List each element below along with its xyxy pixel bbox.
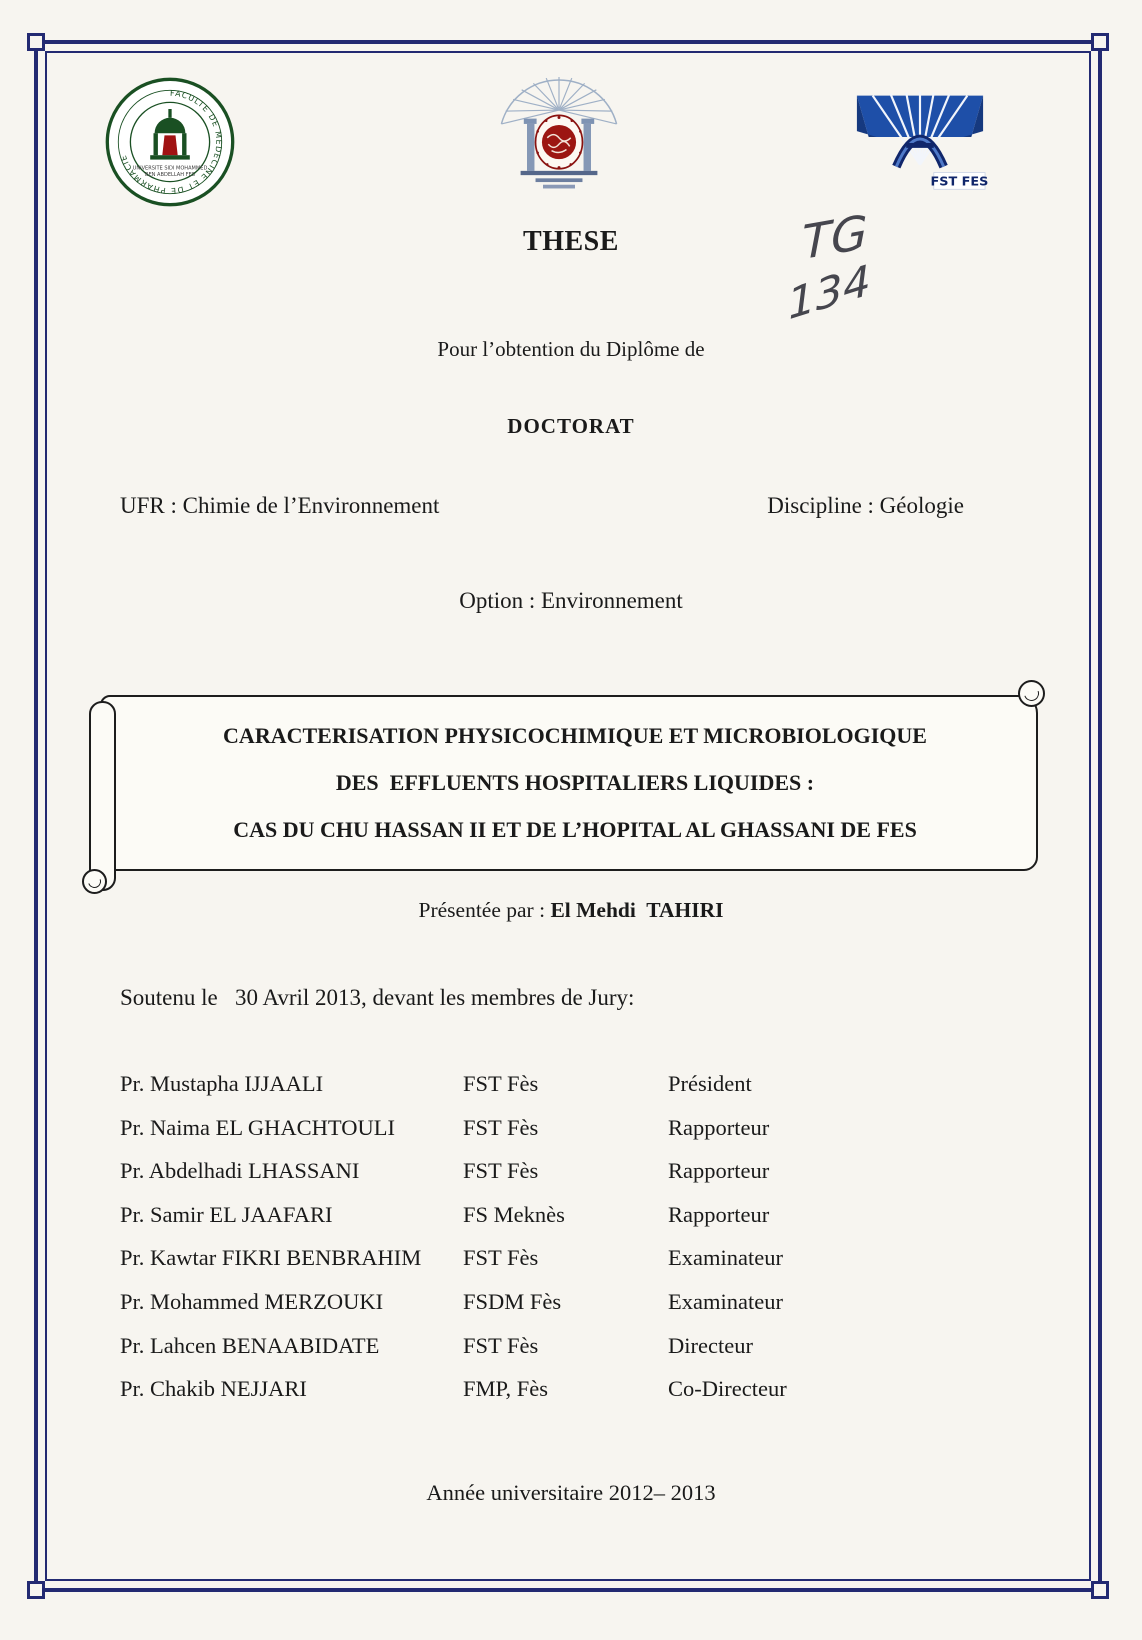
jury-member-affiliation: FST Fès: [463, 1158, 539, 1184]
handwritten-shelf-mark: [782, 202, 959, 331]
jury-member-affiliation: FST Fès: [463, 1332, 539, 1358]
jury-member-role: Président: [668, 1071, 752, 1096]
jury-member-affiliation: FST Fès: [463, 1245, 539, 1271]
academic-year-label: Année universitaire 2012– 2013: [426, 1480, 716, 1505]
seal-inner-text-1: UNIVERSITE SIDI MOHAMMED: [132, 165, 208, 172]
handwritten-line-1: TG: [802, 204, 868, 272]
jury-member-role: Examinateur: [668, 1245, 783, 1271]
thesis-title-line-2: DES EFFLUENTS HOSPITALIERS LIQUIDES :: [335, 770, 815, 795]
jury-member-affiliation: FSDM Fès: [463, 1288, 562, 1314]
jury-member-name: Pr. Kawtar FIKRI BENBRAHIM: [120, 1245, 422, 1271]
defense-date-line: Soutenu le 30 Avril 2013, devant les membres de Jury:: [120, 985, 635, 1010]
jury-member-role: Rapporteur: [668, 1201, 770, 1227]
option-label: Option : Environnement: [459, 588, 683, 613]
jury-member-role: Directeur: [668, 1332, 753, 1358]
thesis-title-line-3: CAS DU CHU HASSAN II ET DE L’HOPITAL AL GHASSANI DE FES: [233, 817, 917, 842]
emblem-medallion-icon: [542, 125, 576, 159]
presented-by-label: Présentée par :: [418, 898, 551, 922]
jury-member-affiliation: FMP, Fès: [463, 1376, 549, 1402]
jury-member-name: Pr. Mustapha IJJAALI: [120, 1071, 324, 1096]
corner-ornament: [1091, 1581, 1109, 1599]
university-emblem-logo: [495, 70, 623, 212]
jury-table: [120, 1062, 900, 1411]
thesis-title-banner: [100, 695, 1038, 871]
jury-member-affiliation: FS Meknès: [463, 1201, 565, 1227]
corner-ornament: [1091, 33, 1109, 51]
jury-member-name: Pr. Naima EL GHACHTOULI: [120, 1114, 395, 1140]
corner-ornament: [27, 1581, 45, 1599]
page-title: THESE: [523, 226, 619, 257]
corner-ornament: [27, 33, 45, 51]
scroll-roll-icon: [89, 701, 116, 891]
discipline-label: Discipline : Géologie: [767, 493, 964, 518]
ufr-label: UFR : Chimie de l’Environnement: [120, 493, 440, 518]
jury-member-name: Pr. Mohammed MERZOUKI: [120, 1288, 384, 1314]
presented-by-line: [0, 898, 1142, 923]
diploma-subtitle: Pour l’obtention du Diplôme de: [437, 337, 705, 361]
ufr-discipline-row: [120, 493, 964, 519]
jury-member-name: Pr. Lahcen BENAABIDATE: [120, 1332, 380, 1358]
jury-member-role: Co-Directeur: [668, 1376, 787, 1402]
degree-label: DOCTORAT: [507, 414, 635, 438]
seal-ring-text: FACULTE DE MEDECINE ET DE PHARMACIE: [118, 88, 224, 196]
jury-member-affiliation: FST Fès: [463, 1071, 539, 1096]
seal-lamp-icon: [162, 135, 177, 155]
jury-member-affiliation: FST Fès: [463, 1114, 539, 1140]
faculty-medicine-seal-logo: [104, 76, 236, 208]
thesis-title-line-1: CARACTERISATION PHYSICOCHIMIQUE ET MICROBIOLOGIQUE: [223, 723, 927, 748]
scroll-curl-icon: [1018, 680, 1045, 707]
jury-member-role: Examinateur: [668, 1288, 783, 1314]
jury-member-name: Pr. Abdelhadi LHASSANI: [120, 1158, 360, 1184]
jury-member-name: Pr. Chakib NEJJARI: [120, 1376, 307, 1402]
fst-fes-logo: [851, 82, 989, 198]
scroll-curl-icon: [82, 869, 107, 894]
jury-member-name: Pr. Samir EL JAAFARI: [120, 1201, 333, 1227]
jury-member-role: Rapporteur: [668, 1158, 770, 1184]
fst-fes-label: FST FES: [930, 174, 989, 190]
seal-inner-text-2: BEN ABDELLAH FES: [145, 172, 195, 179]
handwritten-line-2: 134: [785, 255, 873, 331]
author-name: El Mehdi TAHIRI: [550, 898, 724, 922]
jury-member-role: Rapporteur: [668, 1114, 770, 1140]
